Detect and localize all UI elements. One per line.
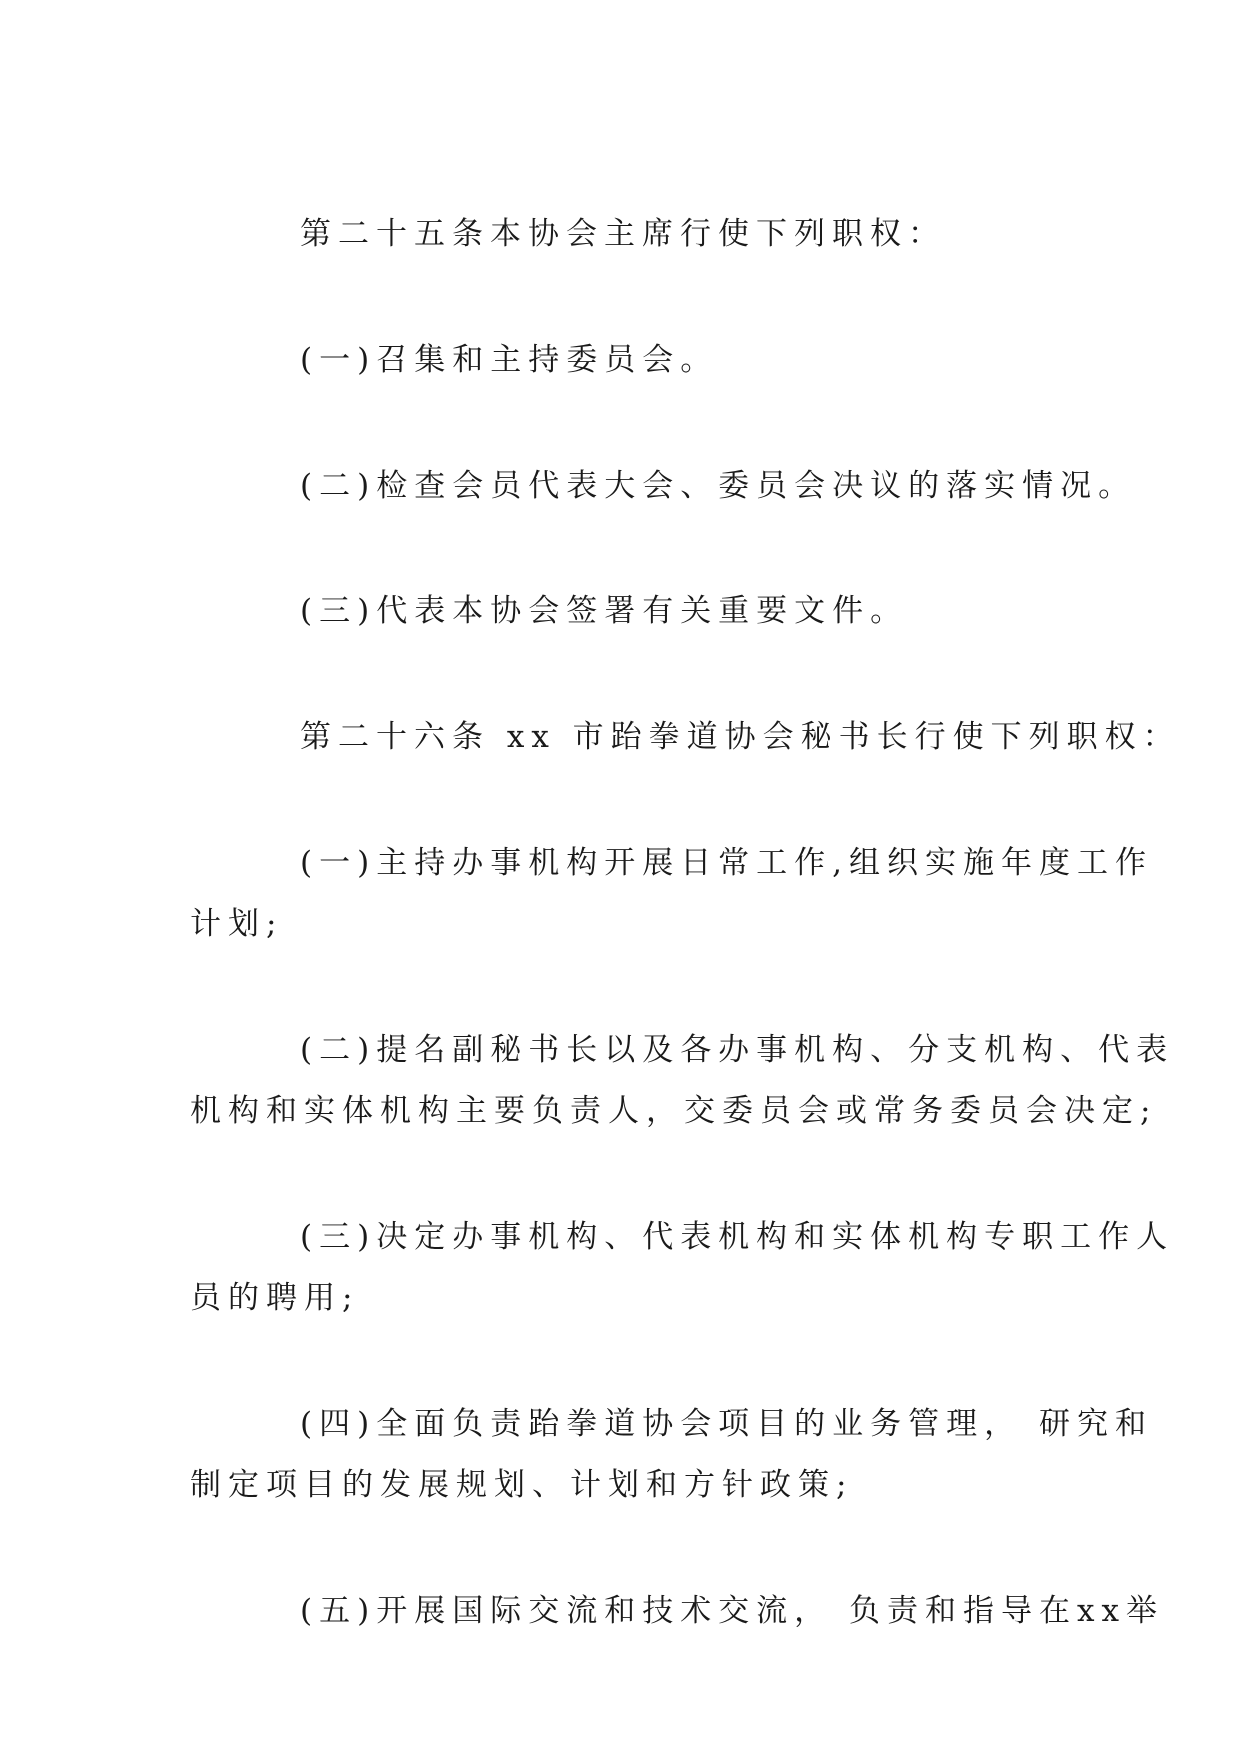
article-25-item-2: (二)检查会员代表大会、委员会决议的落实情况。 <box>300 468 1137 504</box>
article-26-item-5-line-1: (五)开展国际交流和技术交流， 负责和指导在xx举 <box>300 1593 1165 1629</box>
article-25-item-1: (一)召集和主持委员会。 <box>300 342 719 378</box>
article-26-item-1-line-1: (一)主持办事机构开展日常工作,组织实施年度工作 <box>300 845 1154 881</box>
article-26-item-4-line-1: (四)全面负责跆拳道协会项目的业务管理， 研究和 <box>300 1406 1154 1442</box>
article-26-item-2-line-1: (二)提名副秘书长以及各办事机构、分支机构、代表 <box>300 1032 1175 1068</box>
article-25-heading: 第二十五条本协会主席行使下列职权： <box>300 216 946 252</box>
article-26-item-4-line-2: 制定项目的发展规划、计划和方针政策; <box>190 1467 854 1503</box>
article-26-item-1-line-2: 计划; <box>190 906 284 942</box>
article-26-item-3-line-2: 员的聘用; <box>190 1280 360 1316</box>
article-26-heading: 第二十六条 xx 市跆拳道协会秘书长行使下列职权： <box>300 719 1181 755</box>
article-26-item-2-line-2: 机构和实体机构主要负责人，交委员会或常务委员会决定; <box>190 1093 1158 1129</box>
article-25-item-3: (三)代表本协会签署有关重要文件。 <box>300 593 909 629</box>
article-26-item-3-line-1: (三)决定办事机构、代表机构和实体机构专职工作人 <box>300 1219 1175 1255</box>
